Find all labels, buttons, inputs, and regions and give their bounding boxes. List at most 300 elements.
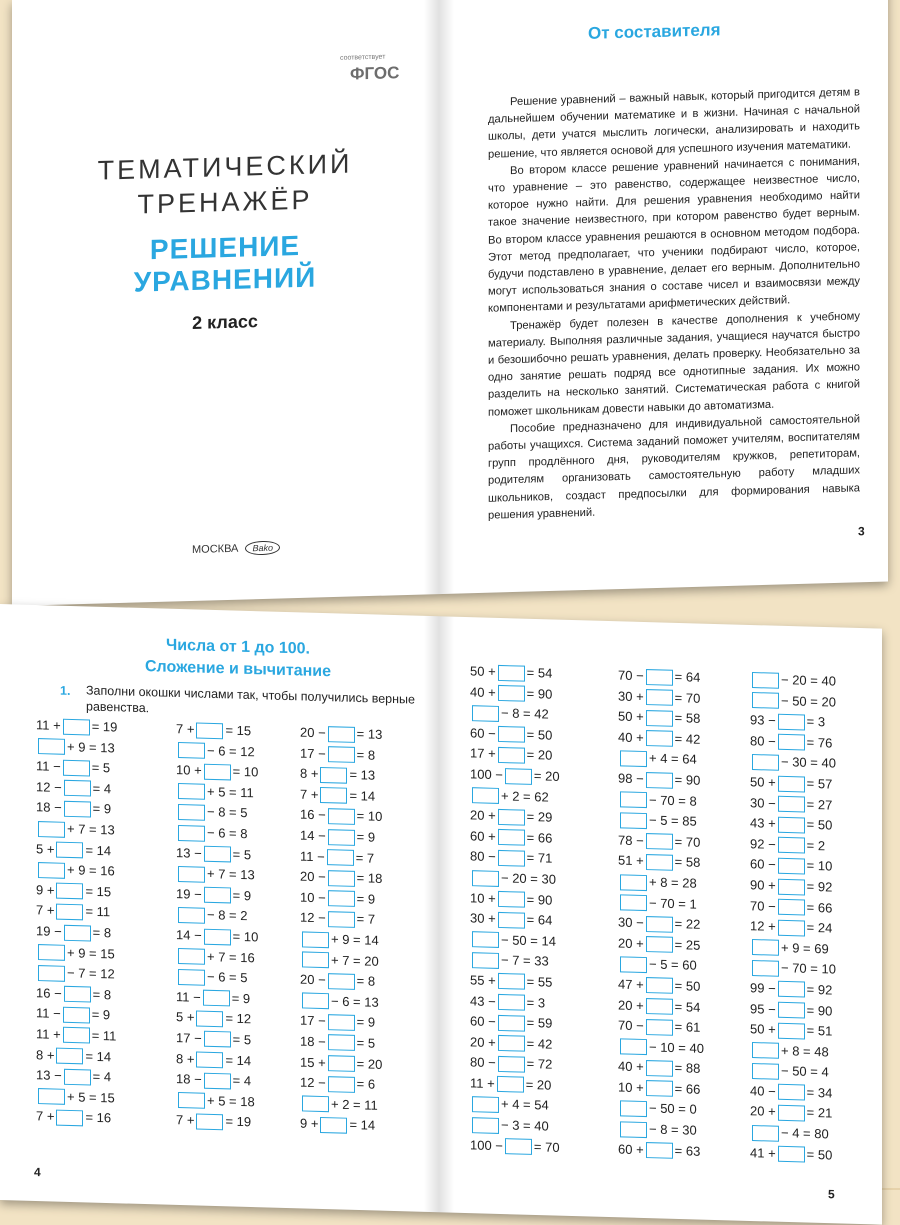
equation-row [300,1114,382,1137]
answer-box[interactable] [778,816,805,833]
answer-box[interactable] [778,796,805,813]
answer-box[interactable] [64,986,91,1003]
answer-box[interactable] [196,1052,223,1069]
answer-box[interactable] [178,1092,205,1109]
equation-row [750,875,836,898]
answer-box[interactable] [646,710,673,727]
equation-row [618,1139,704,1162]
equation-left-part: 8 + [36,1046,55,1063]
answer-box[interactable] [778,775,805,792]
equation-left-part: 12 − [300,1074,326,1091]
answer-box[interactable] [472,787,499,804]
answer-box[interactable] [320,787,347,804]
answer-box[interactable] [498,1035,525,1052]
answer-box[interactable] [778,1002,805,1019]
answer-box[interactable] [498,809,525,826]
equation-row [36,1065,117,1088]
answer-box[interactable] [328,870,355,887]
equation-row [750,1060,836,1083]
equation-right-part: = 19 [91,718,118,735]
equation-row [470,1052,560,1075]
answer-box[interactable] [505,768,532,785]
equation-row [470,908,560,931]
answer-box[interactable] [620,750,647,767]
equation-right-part: + 9 = 69 [781,939,829,957]
answer-box[interactable] [204,928,231,945]
equation-right-part: = 8 [92,986,112,1003]
answer-box[interactable] [497,1076,524,1093]
answer-box[interactable] [646,669,673,686]
answer-box[interactable] [752,1125,779,1142]
equation-row [300,990,382,1013]
answer-box[interactable] [646,1080,673,1097]
answer-box[interactable] [778,1105,805,1122]
answer-box[interactable] [38,862,65,879]
answer-box[interactable] [56,842,83,859]
equation-left-part: 78 − [618,832,644,848]
equation-row [470,1094,560,1117]
answer-box[interactable] [38,821,65,838]
equation-right-part: = 3 [526,994,546,1010]
equation-right-part: + 4 = 54 [501,1096,549,1114]
equation-row [470,949,560,972]
intro-title: От составителя [588,20,721,43]
answer-box[interactable] [620,1100,647,1117]
equation-right-part: = 5 [91,760,111,776]
equation-left-part: 17 − [300,745,326,761]
answer-box[interactable] [620,874,647,891]
answer-box[interactable] [752,939,779,956]
answer-box[interactable] [328,808,355,825]
equation-right-part: = 90 [674,772,701,788]
equation-row [36,900,117,923]
answer-box[interactable] [646,916,673,933]
answer-box[interactable] [328,890,355,907]
answer-box[interactable] [63,760,90,777]
answer-box[interactable] [63,1007,90,1024]
answer-box[interactable] [328,829,355,846]
equation-left-part: 70 − [618,667,644,684]
equation-right-part: = 9 [356,1014,376,1031]
answer-box[interactable] [778,919,805,936]
equation-left-part: 14 − [300,827,326,844]
equation-row [176,1110,258,1133]
equation-row [750,731,836,754]
answer-box[interactable] [646,689,673,706]
answer-box[interactable] [178,948,205,965]
equation-row [470,702,560,725]
equation-row [470,805,560,828]
answer-box[interactable] [204,1031,231,1048]
equation-right-part: = 12 [225,1010,252,1027]
answer-box[interactable] [498,726,525,743]
equation-left-part: 12 − [36,779,62,795]
equation-left-part: 10 + [176,762,202,779]
equation-row [470,785,560,808]
equation-right-part: + 9 = 16 [67,862,115,879]
equation-right-part: = 66 [806,899,833,916]
equation-left-part: 7 + [176,721,195,737]
answer-box[interactable] [646,1060,673,1077]
answer-box[interactable] [328,911,355,928]
equation-row [750,690,836,713]
equation-right-part: = 20 [525,1076,552,1093]
equation-right-part: = 90 [806,1002,833,1019]
publisher-line [192,541,280,557]
equation-left-part: 20 + [470,1034,496,1050]
answer-box[interactable] [778,878,805,895]
answer-box[interactable] [328,746,355,763]
equation-row [36,880,117,903]
answer-box[interactable] [196,722,223,739]
answer-box[interactable] [620,812,647,829]
answer-box[interactable] [328,1014,355,1031]
answer-box[interactable] [620,894,647,911]
equation-left-part: 20 − [300,868,326,885]
equation-left-part: 30 + [470,910,496,927]
equation-right-part: − 7 = 33 [501,952,549,969]
equation-left-part: 93 − [750,712,776,729]
equation-left-part: 80 − [470,848,496,865]
equation-right-part: = 58 [674,854,701,871]
equation-left-part: 80 − [470,1054,496,1071]
equation-row [750,813,836,836]
equation-row [36,715,117,738]
equation-left-part: 51 + [618,852,644,869]
equation-row [176,987,258,1010]
answer-box[interactable] [620,956,647,973]
equation-left-part: 11 − [36,1005,61,1022]
answer-box[interactable] [63,718,90,735]
equation-row [618,768,704,791]
equation-row [300,887,382,910]
equation-row [300,908,382,931]
page-number: 3 [858,524,865,539]
answer-box[interactable] [752,754,779,771]
equation-right-part: = 3 [806,713,826,730]
equation-right-part: = 92 [806,981,833,998]
answer-box[interactable] [302,952,329,969]
equation-row [750,793,836,816]
equation-left-part: 5 + [36,840,55,857]
answer-box[interactable] [38,1088,65,1105]
page-number: 4 [34,1164,41,1180]
answer-box[interactable] [472,705,499,722]
answer-box[interactable] [752,960,779,977]
equation-right-part: − 6 = 12 [207,742,255,759]
equation-row [300,867,382,890]
answer-box[interactable] [646,772,673,789]
equation-row [750,669,836,692]
answer-box[interactable] [646,833,673,850]
exercise-page-right [440,616,882,1224]
answer-box[interactable] [778,1084,805,1101]
answer-box[interactable] [196,1113,223,1130]
answer-box[interactable] [498,1015,525,1032]
equation-row [176,904,258,927]
equation-left-part: 11 + [470,1075,495,1091]
answer-box[interactable] [204,846,231,863]
equation-left-part: 60 − [470,725,496,741]
answer-box[interactable] [472,1096,499,1113]
equation-right-part: − 50 = 14 [501,931,556,949]
task-number: 1. [60,683,71,698]
equation-right-part: = 13 [349,767,376,783]
equation-left-part: 7 + [36,1108,55,1125]
equation-right-part: = 51 [806,1022,833,1039]
equation-left-part: 50 + [470,663,496,680]
equation-right-part: − 8 = 42 [501,705,549,722]
equation-row [750,998,836,1021]
answer-box[interactable] [328,726,355,743]
answer-box[interactable] [646,998,673,1015]
equation-left-part: 20 + [470,807,496,824]
answer-box[interactable] [38,738,65,755]
equation-right-part: = 55 [526,973,553,990]
answer-box[interactable] [178,969,205,986]
equation-right-part: + 5 = 15 [67,1088,115,1106]
answer-box[interactable] [472,952,499,969]
equation-left-part: 50 + [750,774,776,790]
answer-box[interactable] [302,993,329,1010]
answer-box[interactable] [646,978,673,995]
answer-box[interactable] [63,1027,90,1044]
answer-box[interactable] [778,899,805,916]
equation-row [36,983,117,1006]
equation-right-part: = 20 [526,747,553,764]
answer-box[interactable] [752,1042,779,1059]
answer-box[interactable] [178,907,205,924]
answer-box[interactable] [320,1117,347,1134]
equation-row [176,1028,258,1051]
equation-row [470,682,560,705]
equation-row [470,888,560,911]
answer-box[interactable] [778,734,805,751]
equation-row [618,1057,704,1080]
equation-row [750,1081,836,1104]
equation-left-part: 55 + [470,972,496,989]
answer-box[interactable] [178,742,205,759]
answer-box[interactable] [178,804,205,821]
equation-left-part: 30 − [618,914,644,931]
answer-box[interactable] [498,891,525,908]
equation-left-part: 8 + [176,1050,195,1067]
exercise-page-left [0,604,440,1212]
answer-box[interactable] [752,692,779,709]
equation-right-part: = 92 [806,878,833,895]
equation-right-part: = 70 [674,833,701,850]
answer-box[interactable] [498,685,525,702]
equation-row [36,1045,117,1068]
equation-row [300,722,382,745]
equation-row [750,978,836,1001]
answer-box[interactable] [327,849,354,866]
equation-right-part: = 5 [232,846,252,862]
answer-box[interactable] [778,981,805,998]
answer-box[interactable] [328,973,355,990]
intro-paragraph: Во втором классе решение уравнений начинается с понимания, что уравнение – это равенство, содержащее неизвестное число, которое нужно найти. Для решения уравнения необходимо найти такое значение неизвестного, при котором равенство будет верным. Во втором классе уравнения решаются в основном методом подбора. Этот метод предполагает, что ученики подбирают число, которое, будучи подставлено в уравнение, делает его верным. Дополнительно могут использоваться знания о составе чисел и взаимосвязи между компонентами и результатами арифметических действий. [488,155,860,316]
equation-row [176,719,258,742]
answer-box[interactable] [646,1019,673,1036]
answer-box[interactable] [778,1022,805,1039]
answer-box[interactable] [472,931,499,948]
equation-right-part: = 58 [674,710,701,727]
answer-box[interactable] [204,763,231,780]
equation-right-part: − 4 = 80 [781,1125,829,1142]
answer-box[interactable] [302,1096,329,1113]
equation-row [176,1069,258,1092]
answer-box[interactable] [328,1055,355,1072]
equation-row [618,851,704,874]
equation-right-part: = 16 [85,1109,112,1126]
answer-box[interactable] [196,1010,223,1027]
equation-left-part: 16 − [36,984,62,1001]
answer-box[interactable] [204,887,231,904]
answer-box[interactable] [498,994,525,1011]
answer-box[interactable] [56,1109,83,1126]
answer-box[interactable] [472,870,499,887]
equation-right-part: − 70 = 1 [649,894,697,912]
answer-box[interactable] [620,791,647,808]
equation-row [618,748,704,771]
equation-row [176,1007,258,1030]
equation-row [300,846,382,869]
equation-right-part: = 10 [232,928,259,945]
answer-box[interactable] [56,903,83,920]
answer-box[interactable] [178,783,205,800]
fgos-caption: соответствует [340,53,386,62]
equation-right-part: = 50 [806,1146,833,1163]
equation-right-part: − 7 = 12 [67,965,115,982]
equation-left-part: 60 + [470,828,496,844]
task-text: Заполни окошки числами так, чтобы получились верные равенства. [86,683,415,716]
equation-row [618,1098,704,1121]
equation-left-part: 14 − [176,927,202,943]
bottom-spread [0,604,882,1225]
equation-row [470,846,560,869]
answer-box[interactable] [472,1117,499,1134]
answer-box[interactable] [498,829,525,846]
equation-row [750,937,836,960]
answer-box[interactable] [328,1035,355,1052]
answer-box[interactable] [778,858,805,875]
equation-right-part: + 7 = 13 [207,866,255,883]
equation-row [36,818,117,841]
answer-box[interactable] [646,1142,673,1159]
equation-row [470,929,560,952]
equation-left-part: 13 − [176,844,202,861]
equation-left-part: 11 − [176,988,201,1005]
equation-row [470,764,560,787]
answer-box[interactable] [204,1072,231,1089]
answer-box[interactable] [64,1068,91,1085]
equation-left-part: 10 + [618,1079,644,1096]
equation-row [36,736,117,759]
answer-box[interactable] [328,1076,355,1093]
equation-left-part: 95 − [750,1000,776,1017]
answer-box[interactable] [56,883,83,900]
equation-right-part: = 9 [231,990,251,1006]
answer-box[interactable] [620,1121,647,1138]
answer-box[interactable] [320,767,347,784]
equation-row [36,962,117,985]
answer-box[interactable] [498,973,525,990]
answer-box[interactable] [38,965,65,982]
answer-box[interactable] [203,990,230,1007]
equation-right-part: = 9 [232,887,252,904]
answer-box[interactable] [620,1039,647,1056]
answer-box[interactable] [498,850,525,867]
equation-right-part: = 90 [526,685,553,702]
answer-box[interactable] [778,837,805,854]
equation-left-part: 16 − [300,807,326,823]
equation-row [618,1077,704,1100]
title-page [12,0,438,606]
equation-right-part: = 19 [225,1113,252,1130]
equation-right-part: + 9 = 15 [67,944,115,962]
answer-box[interactable] [56,1048,83,1065]
equation-row [300,1031,382,1054]
equation-left-part: 60 − [470,1013,496,1030]
answer-box[interactable] [178,866,205,883]
answer-box[interactable] [646,936,673,953]
grade-label: 2 класс [192,311,258,333]
equation-right-part: − 50 = 20 [781,692,836,710]
intro-paragraph: Решение уравнений – важный навык, который пригодится детям в дальнейшем обучении математике и в жизни. Начиная с начальной школы, дети учатся мыслить логически, анализировать и находить решение, что является основой для успешного изучения математики. [488,86,860,161]
answer-box[interactable] [38,944,65,961]
equation-right-part: = 22 [674,916,701,932]
answer-box[interactable] [498,747,525,764]
equation-right-part: − 8 = 30 [649,1121,697,1138]
equation-row [176,781,258,804]
equation-left-part: 43 − [470,992,496,1009]
equation-right-part: = 54 [526,664,553,681]
answer-box[interactable] [64,924,91,941]
answer-box[interactable] [498,1056,525,1073]
answer-box[interactable] [64,801,91,818]
equation-row [618,686,704,709]
equation-right-part: = 9 [92,801,112,817]
equation-right-part: = 8 [356,973,376,989]
answer-box[interactable] [752,672,779,689]
equation-left-part: 20 − [300,724,326,741]
answer-box[interactable] [505,1138,532,1155]
subtitle-line-2: УРАВНЕНИЙ [133,261,317,298]
answer-box[interactable] [646,854,673,871]
answer-box[interactable] [64,780,91,797]
title-line-1: ТЕМАТИЧЕСКИЙ [97,148,353,186]
equation-right-part: = 5 [356,1035,376,1051]
equation-row [300,1052,382,1075]
equation-row [176,884,258,907]
answer-box[interactable] [778,713,805,730]
equation-left-part: 70 − [750,897,776,914]
answer-box[interactable] [302,931,329,948]
answer-box[interactable] [178,825,205,842]
equation-right-part: + 5 = 18 [207,1092,255,1110]
answer-box[interactable] [498,912,525,929]
equation-left-part: 99 − [750,980,776,996]
answer-box[interactable] [778,1146,805,1163]
top-spread [12,0,888,606]
equation-row [36,859,117,882]
answer-box[interactable] [752,1063,779,1080]
equation-left-part: 8 + [300,765,319,782]
equation-right-part: = 27 [806,796,833,813]
answer-box[interactable] [646,730,673,747]
answer-box[interactable] [498,664,525,681]
equation-right-part: − 6 = 5 [207,969,248,986]
